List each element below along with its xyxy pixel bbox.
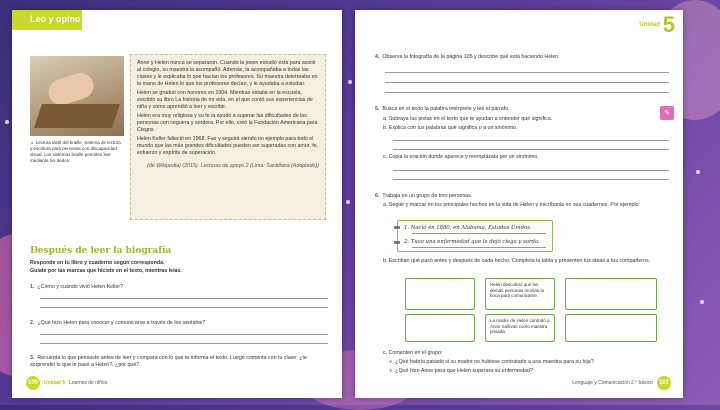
after-box[interactable]	[565, 278, 657, 310]
answer-line[interactable]	[40, 298, 328, 299]
example-underline	[412, 247, 546, 248]
event-text: Helen descubrió que las demás personas movían la boca para comunicarse.	[490, 282, 545, 298]
discussion-bullet	[389, 368, 667, 375]
instruction-line: Guíate por las marcas que hiciste en el texto, mientras leías.	[30, 268, 182, 274]
pencil-icon: ✎	[660, 106, 674, 120]
right-page	[355, 10, 683, 398]
example-underline	[412, 233, 546, 234]
photo-caption-text: Lectura táctil del braille, sistema de lectura y escritura para personas con discapacidad visual. Los sistemas braille permiten leer mediante los dedos.	[30, 140, 121, 163]
caption-triangle-icon: ▲	[30, 140, 35, 145]
before-box[interactable]	[405, 314, 475, 342]
question-2	[30, 320, 320, 327]
question-number: 1.	[30, 284, 35, 290]
section-heading: Después de leer la biografía	[30, 246, 172, 256]
binder-pin-icon	[394, 226, 400, 229]
answer-line[interactable]	[385, 92, 669, 93]
footer-unit: Unidad 5	[44, 380, 66, 386]
unit-word: Unidad	[639, 22, 660, 28]
biography-source: (de Wikipedia) (2015). Lecturas de apoyo 2 (Lima: Santillana (Adaptado))	[147, 163, 319, 169]
question-text: ¿Cómo y cuándo vivió Helen Keller?	[37, 284, 124, 290]
answer-line[interactable]	[393, 179, 669, 180]
photo-caption	[30, 140, 122, 164]
question-text: Recuerda lo que pensaste antes de leer y compara con lo que te informa el texto. Luego comenta con tu clase: ¿te sorprendió lo que le pasó a Helen?, ¿por qué?	[30, 355, 307, 368]
question-number: 5.	[375, 106, 380, 112]
answer-line[interactable]	[40, 334, 328, 335]
answer-line[interactable]	[393, 140, 669, 141]
bullet-text: ¿Qué hizo Anne para que Helen superara su enfermedad?	[395, 368, 534, 374]
bg-dot	[5, 120, 9, 124]
event-text: La madre de Helen contrató a Anne Sullivan como maestra privada.	[490, 318, 550, 334]
question-number: 2.	[30, 320, 35, 326]
before-box[interactable]	[405, 278, 475, 310]
answer-line[interactable]	[393, 170, 669, 171]
question-5	[375, 106, 665, 113]
question-1	[30, 284, 320, 291]
bullet-icon: ●	[389, 368, 393, 374]
page-footer	[572, 376, 671, 390]
biography-paragraph: Helen Keller falleció en 1968. Fue y seguirá siendo un ejemplo para todo el mundo que las más grandes dificultades pueden ser superadas con amor, fe, esfuerzo y espíritu de superación.	[137, 136, 319, 156]
question-6	[375, 193, 665, 200]
biography-paragraph: Helen era muy religiosa y su fe la ayudó a superar las dificultades de las personas con ceguera y sordera. Por ello, creó la Fundación Americana para Ciegos.	[137, 113, 318, 133]
question-text: Busca en el texto la palabra intérprete y lee el párrafo.	[382, 106, 510, 112]
biography-paragraph: Helen se graduó con honores en 1904. Mientras estaba en la escuela, escribió su libro La historia de mi vida, en el que contó sus experiencias de niña y cómo aprendió a leer y escribir.	[137, 90, 313, 110]
left-page	[12, 10, 342, 398]
page-number: 100	[26, 376, 40, 390]
event-box	[485, 314, 555, 342]
bg-dot	[696, 170, 700, 174]
question-text: Observa la fotografía de la página 105 y describe qué está haciendo Helen.	[382, 54, 560, 60]
bg-dot	[348, 80, 352, 84]
footer-text: Lenguaje y Comunicación 2.º básico	[572, 380, 653, 386]
page-footer	[26, 376, 107, 390]
braille-photo	[30, 56, 124, 136]
biography-paragraph: Anne y Helen nunca se separaron. Cuando la joven estudió esta para asistir al colegio, su maestra la acompañó. Además, la acompañaba a todas las clases y le explicaba lo que hacían los profesores. Su maestra deletreaba en la mano de Helen lo que los profesores decían, y le ayudaba a estudiar.	[137, 60, 318, 87]
question-5c: c. Copia la oración donde aparece y reemplázala por un sinónimo.	[383, 154, 539, 160]
event-box	[485, 278, 555, 310]
bullet-text: ¿Qué habría pasado si su madre no hubiese contratado a una maestra para su hija?	[395, 359, 594, 365]
answer-line[interactable]	[40, 343, 328, 344]
unit-number: 5	[662, 12, 675, 37]
answer-line[interactable]	[385, 82, 669, 83]
question-number: 3.	[30, 355, 35, 361]
biography-textbox	[130, 54, 326, 220]
unit-indicator	[639, 14, 675, 36]
question-text: ¿Qué hizo Helen para conocer y comunicarse a través de los sentidos?	[37, 320, 206, 326]
bullet-icon: ●	[389, 359, 393, 365]
question-6c: c. Comenten en el grupo:	[383, 350, 443, 356]
question-3	[30, 355, 320, 369]
instruction-line: Responde en tu libro y cuaderno según corresponda.	[30, 260, 165, 266]
bg-dot	[346, 200, 350, 204]
question-6b: b. Escriban qué pasó antes y después de cada hecho. Completa la tabla y presenten tus ideas a tus compañeros.	[383, 258, 651, 264]
answer-line[interactable]	[40, 307, 328, 308]
example-item: 1. Nació en 1880, en Alabama, Estados Unidos.	[404, 225, 532, 231]
binder-pin-icon	[394, 241, 400, 244]
after-box[interactable]	[565, 314, 657, 342]
footer-text: Leamos de niños	[69, 380, 108, 386]
question-5a: a. Subraya las pistas en el texto que te ayudan a entender qué significa.	[383, 116, 553, 122]
question-4	[375, 54, 665, 61]
page-number: 101	[657, 376, 671, 390]
example-box	[397, 220, 553, 252]
hand-shape	[45, 70, 97, 109]
book-shape	[34, 104, 120, 128]
discussion-bullet	[389, 359, 667, 366]
question-6a: a. Seguir y marcar en los principales hechos en la vida de Helen y escríbanla en sus cuadernos. Por ejemplo:	[383, 202, 641, 208]
question-number: 4.	[375, 54, 380, 60]
question-number: 6.	[375, 193, 380, 199]
example-item: 2. Tuvo una enfermedad que la dejó ciega y sorda.	[404, 239, 540, 245]
answer-line[interactable]	[385, 72, 669, 73]
answer-line[interactable]	[393, 149, 669, 150]
question-text: Trabaja en un grupo de tres personas.	[382, 193, 473, 199]
question-5b: b. Explica con tus palabras qué significa o a un sinónimo.	[383, 125, 518, 131]
section-tab: Leo y opino	[12, 10, 82, 30]
bg-dot	[700, 300, 704, 304]
